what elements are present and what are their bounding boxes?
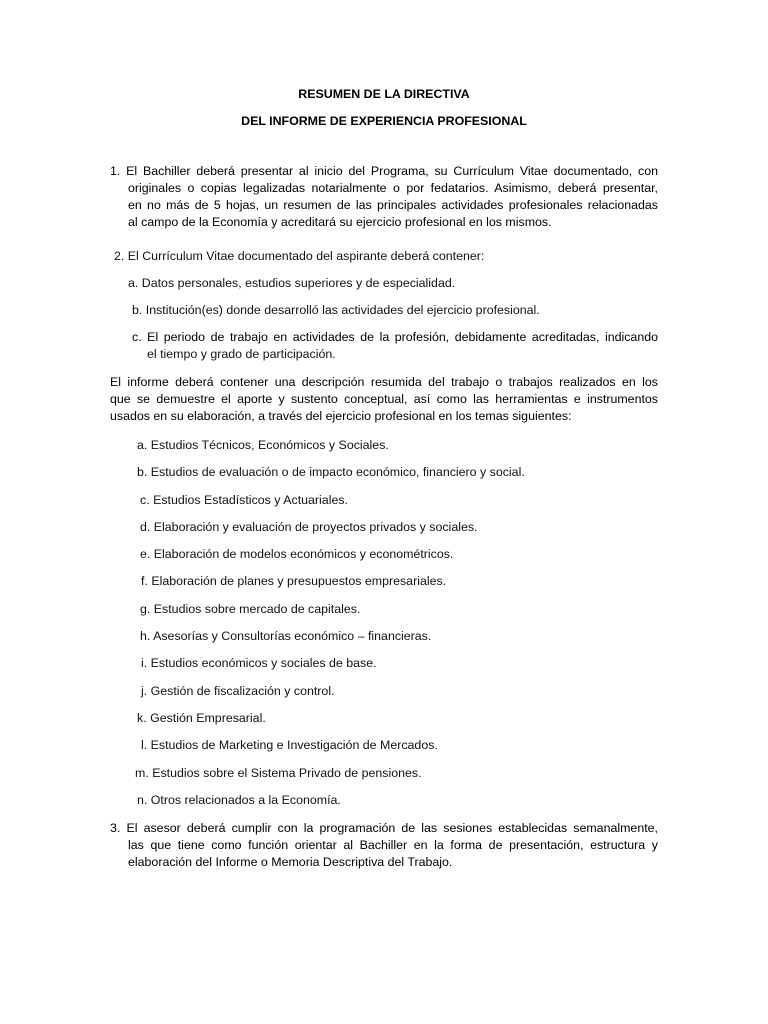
tema-item: g. Estudios sobre mercado de capitales. (140, 602, 361, 616)
point-3-line: elaboración del Informe o Memoria Descriptiva del Trabajo. (128, 855, 453, 869)
point-2-heading: 2. El Currículum Vitae documentado del aspirante deberá contener: (114, 249, 485, 263)
tema-item: d. Elaboración y evaluación de proyectos privados y sociales. (140, 520, 478, 534)
point-2-item-a: a. Datos personales, estudios superiores y de especialidad. (128, 276, 456, 290)
point-1-line: 1. El Bachiller deberá presentar al inicio del Programa, su Currículum Vitae documentado, con (110, 164, 658, 178)
tema-item: m. Estudios sobre el Sistema Privado de pensiones. (135, 766, 422, 780)
tema-item: k. Gestión Empresarial. (137, 711, 266, 725)
point-3-continuation (128, 837, 658, 871)
point-1-line: en no más de 5 hojas, un resumen de las principales actividades profesionales relacionadas (128, 198, 658, 212)
tema-item: n. Otros relacionados a la Economía. (137, 793, 341, 807)
point-1-line: al campo de la Economía y acreditará su ejercicio profesional en los mismos. (128, 215, 552, 229)
point-2-item-b: b. Institución(es) donde desarrolló las actividades del ejercicio profesional. (132, 303, 540, 317)
tema-item: f. Elaboración de planes y presupuestos empresariales. (141, 574, 447, 588)
document-title-line2: DEL INFORME DE EXPERIENCIA PROFESIONAL (241, 114, 527, 128)
tema-item: b. Estudios de evaluación o de impacto económico, financiero y social. (137, 465, 525, 479)
tema-item: l. Estudios de Marketing e Investigación de Mercados. (141, 738, 438, 752)
informe-line: usados en su elaboración, a través del ejercicio profesional en los temas siguientes: (110, 409, 572, 423)
point-3-line: las que tiene como función orientar al Bachiller en la forma de presentación, estructura y (128, 838, 658, 852)
point-2-item-c-line: c. El periodo de trabajo en actividades de la profesión, debidamente acreditadas, indicando (132, 330, 658, 344)
point-1-continuation (128, 180, 658, 231)
point-3-line: 3. El asesor deberá cumplir con la programación de las sesiones establecidas semanalmente, (110, 821, 658, 835)
informe-line: que se demuestre el aporte y sustento conceptual, así como las herramientas e instrumentos (110, 392, 658, 406)
tema-item: c. Estudios Estadísticos y Actuariales. (140, 493, 348, 507)
tema-item: a. Estudios Técnicos, Económicos y Sociales. (137, 438, 389, 452)
document-title-line1: RESUMEN DE LA DIRECTIVA (298, 87, 470, 101)
tema-item: e. Elaboración de modelos económicos y econométricos. (140, 547, 454, 561)
tema-item: h. Asesorías y Consultorías económico – financieras. (140, 629, 432, 643)
point-1-line: originales o copias legalizadas notarialmente o por fedatarios. Asimismo, deberá presentar, (128, 181, 658, 195)
point-1-first-line (110, 163, 658, 180)
tema-item: i. Estudios económicos y sociales de base. (141, 656, 377, 670)
point-2-item-c-line: el tiempo y grado de participación. (147, 347, 336, 361)
point-2-item-c (132, 329, 658, 346)
tema-item: j. Gestión de fiscalización y control. (141, 684, 335, 698)
point-3-first-line (110, 820, 658, 837)
informe-paragraph (110, 374, 658, 425)
informe-line: El informe deberá contener una descripción resumida del trabajo o trabajos realizados en los (110, 375, 658, 389)
